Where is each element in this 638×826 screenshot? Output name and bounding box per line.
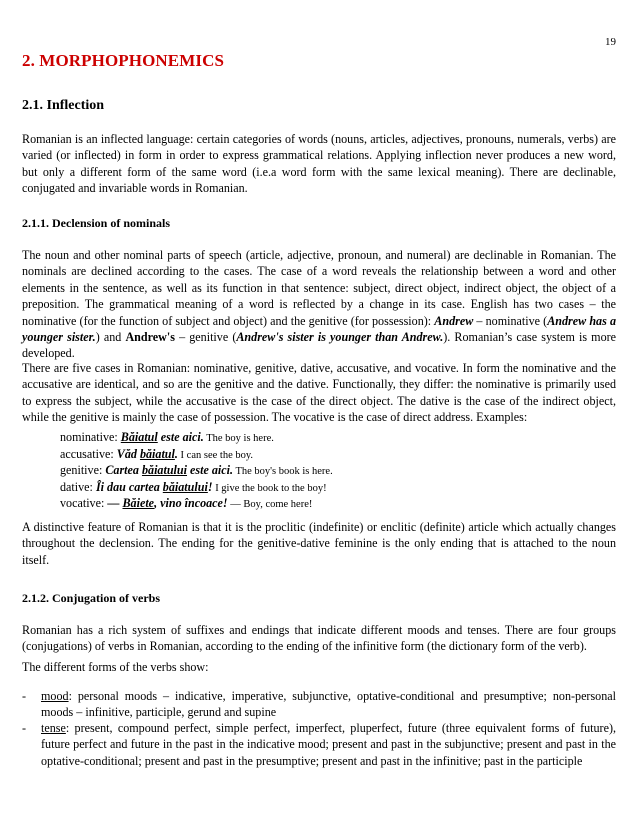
conjugation-paragraph-2: The different forms of the verbs show: bbox=[22, 660, 209, 674]
example-vocative: vocative: — Băiete, vino încoace! — Boy, come here! bbox=[60, 496, 313, 511]
section-2-1-1-heading: 2.1.1. Declension of nominals bbox=[22, 216, 171, 230]
chapter-title: 2. MORPHOPHONEMICS bbox=[22, 51, 225, 70]
examples-list bbox=[60, 430, 333, 513]
page-number: 19 bbox=[605, 36, 616, 48]
inflection-paragraph: Romanian is an inflected language: certain categories of words (nouns, articles, adjectives, pronouns, numerals, verbs) are varied (or inflected) in form in order to express grammatical relations. Applying inflection never produces a new word, but only a different form of the same word (i.e.a word form with the same lexical meaning). There are declinable, conjugated and invariable words in Romanian. bbox=[22, 132, 616, 196]
term-tense: tense bbox=[41, 721, 66, 735]
example-nominative: nominative: Băiatul este aici. The boy is here. bbox=[60, 430, 274, 444]
declension-paragraph-1: The noun and other nominal parts of speech (article, adjective, pronoun, and numeral) are declinable in Romanian. The nominals are declined according to the cases. The case of a word reveals the relationship between a word and other elements in the sentence, as well as its function in that sentence: subject, direct object, indirect object, the object of a preposition. The grammatical meaning of a word is reflected by a change in its case. English has two cases – the nominative (for the function of subject and object) and the genitive (for possession): Andrew – nominative (Andrew has a younger sister.) and Andrew's – genitive (Andrew's sister is younger than Andrew.). Romanian’s case system is more developed. bbox=[22, 248, 617, 361]
example-dative: dative: Îi dau cartea băiatului! I give the book to the boy! bbox=[60, 479, 327, 494]
example-andrew-sister: Andrew has a younger sister. bbox=[22, 313, 616, 345]
list-item-tense: - tense: present, compound perfect, simple perfect, imperfect, pluperfect, future (three equivalent forms of future), future perfect and future in the past in the indicative mood; present and past in the subjunctive; present and past in the optative-conditional; present and past in the presumptive; present and past in the infinitive; past in the participle bbox=[22, 721, 616, 768]
example-andrew: Andrew bbox=[434, 313, 474, 328]
declension-paragraph-3: A distinctive feature of Romanian is that it is the proclitic (indefinite) or enclitic (definite) article which actually changes throughout the declension. The ending for the genitive-dative feminine is the only ending that is attached to the noun itself. bbox=[22, 520, 616, 567]
declension-paragraph-2: There are five cases in Romanian: nominative, genitive, dative, accusative, and vocative. In form the nominative and the accusative are identical, and so are the genitive and the dative. Functionally, they differ: the nominative is primarily used to express the subject, while the accusative is the case of the direct object. The dative is the case of the indirect object, while the genitive is mainly the case of possession. The vocative is the case of direct address. Examples: bbox=[22, 361, 616, 425]
section-2-1-heading: 2.1. Inflection bbox=[22, 98, 105, 113]
example-andrews: Andrew's bbox=[125, 330, 175, 345]
conjugation-paragraph-1: Romanian has a rich system of suffixes and endings that indicate different moods and tenses. There are four groups (conjugations) of verbs in Romanian, according to the ending of the infinitive form (the dictionary form of the verb). bbox=[22, 623, 616, 654]
example-accusative: accusative: Văd băiatul. I can see the boy. bbox=[60, 446, 254, 461]
term-mood: mood bbox=[41, 689, 69, 703]
section-2-1-2-heading: 2.1.2. Conjugation of verbs bbox=[22, 591, 161, 605]
example-andrews-sister: Andrew's sister is younger than Andrew. bbox=[236, 330, 444, 345]
list-item-mood: - mood: personal moods – indicative, imperative, subjunctive, optative-conditional and presumptive; non-personal moods – infinitive, participle, gerund and supine bbox=[22, 689, 616, 720]
example-genitive: genitive: Cartea băiatului este aici. The boy's book is here. bbox=[60, 463, 333, 478]
